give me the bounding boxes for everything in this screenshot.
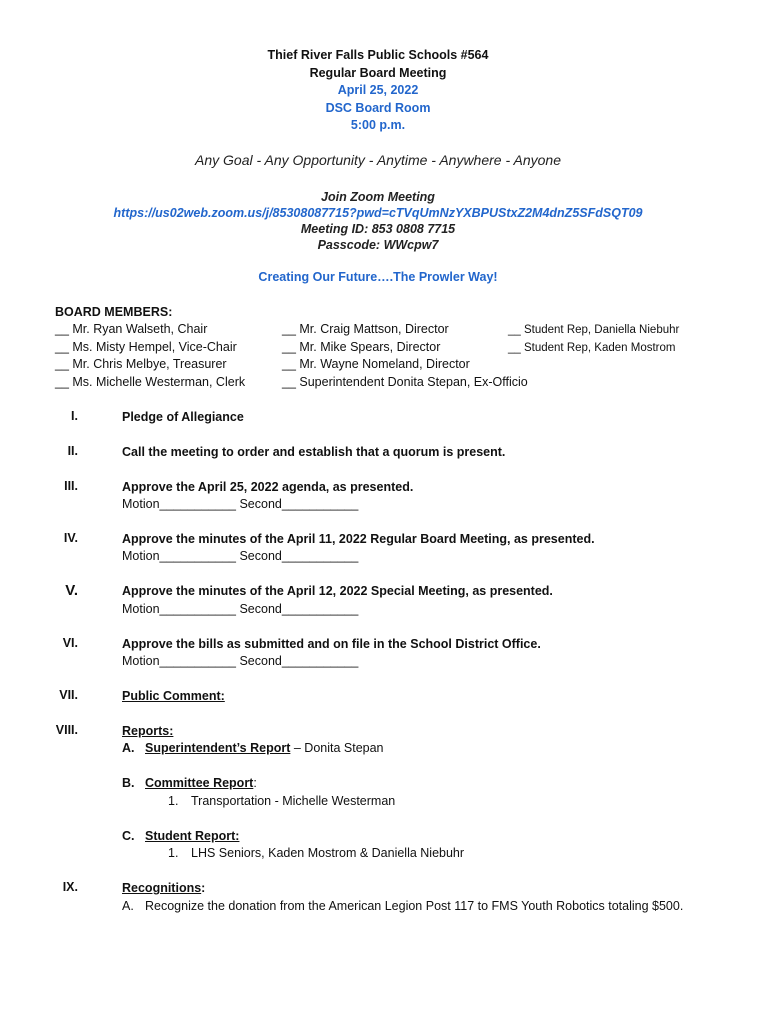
sub-letter: A. <box>122 741 135 755</box>
item-number: V. <box>65 582 78 599</box>
item-title: Approve the bills as submitted and on file in the School District Office. <box>122 637 541 651</box>
motion-line: Motion___________ Second___________ <box>122 654 359 668</box>
sub-item: Transportation - Michelle Westerman <box>191 794 396 808</box>
report-title: Superintendent’s Report <box>145 741 291 755</box>
recognition-item: Recognize the donation from the American Legion Post 117 to FMS Youth Robotics totaling $500. <box>145 899 684 913</box>
board-member: __ Mr. Chris Melbye, Treasurer <box>55 357 227 371</box>
board-member: __ Mr. Mike Spears, Director <box>282 340 441 354</box>
recognitions-title: Recognitions <box>122 881 202 895</box>
board-members-heading: BOARD MEMBERS: <box>55 305 173 319</box>
item-title <box>122 880 205 898</box>
item-number: III. <box>64 479 78 493</box>
item-number: I. <box>71 409 78 423</box>
sub-item-number: 1. <box>168 846 179 860</box>
sub-letter: B. <box>122 776 135 790</box>
meeting-location: DSC Board Room <box>325 101 431 115</box>
board-member: __ Ms. Misty Hempel, Vice-Chair <box>55 340 237 354</box>
meeting-date: April 25, 2022 <box>337 83 419 97</box>
motion-line: Motion___________ Second___________ <box>122 497 359 511</box>
meeting-time: 5:00 p.m. <box>350 118 406 132</box>
item-number: VIII. <box>55 723 78 737</box>
item-title: Public Comment: <box>122 689 225 703</box>
sub-letter: A. <box>122 899 134 913</box>
report-title: Committee Report <box>145 776 254 790</box>
org-name: Thief River Falls Public Schools #564 <box>267 48 489 62</box>
sub-item-number: 1. <box>168 794 179 808</box>
item-title: Pledge of Allegiance <box>122 410 244 424</box>
student-rep: __ Student Rep, Kaden Mostrom <box>508 342 676 354</box>
item-number: IX. <box>62 880 78 894</box>
zoom-link[interactable]: https://us02web.zoom.us/j/85308087715?pwd=cTVqUmNzYXBPUStxZ2M4dnZ5SFdSQT09 <box>113 206 643 220</box>
zoom-meeting-id: Meeting ID: 853 0808 7715 <box>300 222 456 236</box>
board-member: __ Ms. Michelle Westerman, Clerk <box>55 375 246 389</box>
board-member: __ Mr. Craig Mattson, Director <box>282 322 449 336</box>
board-member: __ Superintendent Donita Stepan, Ex-Officio <box>282 375 528 389</box>
item-number: IV. <box>63 531 78 545</box>
item-title: Reports: <box>122 724 174 738</box>
item-title: Approve the April 25, 2022 agenda, as presented. <box>122 480 414 494</box>
sub-letter: C. <box>122 829 135 843</box>
item-number: II. <box>67 444 78 458</box>
committee-report <box>145 775 257 793</box>
item-title: Approve the minutes of the April 11, 2022 Regular Board Meeting, as presented. <box>122 532 595 546</box>
board-member: __ Mr. Wayne Nomeland, Director <box>282 357 470 371</box>
report-colon: : <box>253 776 257 790</box>
student-report-title: Student Report: <box>145 829 240 843</box>
zoom-passcode: Passcode: WWcpw7 <box>317 238 439 252</box>
superintendent-report <box>145 740 384 758</box>
item-title: Approve the minutes of the April 12, 2022 Special Meeting, as presented. <box>122 584 553 598</box>
item-number: VI. <box>62 636 78 650</box>
tagline: Creating Our Future….The Prowler Way! <box>258 270 498 284</box>
board-member: __ Mr. Ryan Walseth, Chair <box>55 322 208 336</box>
district-motto: Any Goal - Any Opportunity - Anytime - Anywhere - Anyone <box>195 152 561 168</box>
meeting-type: Regular Board Meeting <box>309 66 447 80</box>
report-presenter: – Donita Stepan <box>290 741 384 755</box>
student-rep: __ Student Rep, Daniella Niebuhr <box>508 324 680 336</box>
recognitions-colon: : <box>201 881 206 895</box>
motion-line: Motion___________ Second___________ <box>122 602 359 616</box>
zoom-title: Join Zoom Meeting <box>321 190 435 204</box>
item-title: Call the meeting to order and establish that a quorum is present. <box>122 445 506 459</box>
item-number: VII. <box>59 688 78 702</box>
sub-item: LHS Seniors, Kaden Mostrom & Daniella Niebuhr <box>191 846 465 860</box>
motion-line: Motion___________ Second___________ <box>122 549 359 563</box>
